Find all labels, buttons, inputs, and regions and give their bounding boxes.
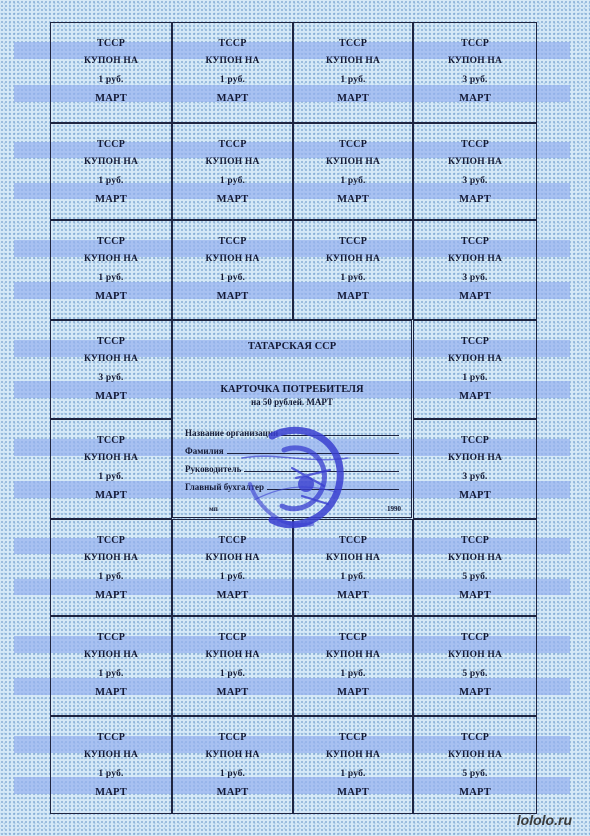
coupon-cell [50,123,172,220]
coupon-month: МАРТ [216,93,249,104]
coupon-republic: ТССР [218,535,247,546]
coupon-republic: ТССР [338,632,368,643]
coupon-label: КУПОН НА [447,453,503,463]
coupon-label: КУПОН НА [205,750,260,760]
field-rule [281,434,399,436]
coupon-value: 1 руб. [340,669,366,679]
coupon-month: МАРТ [459,787,491,798]
field-label: Руководитель [185,464,242,474]
coupon-cell [50,320,172,419]
coupon-republic: ТССР [460,336,490,347]
coupon-republic: ТССР [218,139,247,150]
coupon-month: МАРТ [95,687,127,698]
coupon-label: КУПОН НА [325,650,381,660]
coupon-cell [293,519,413,616]
coupon-label: КУПОН НА [325,157,381,167]
coupon-republic: ТССР [460,435,490,446]
coupon-republic: ТССР [338,139,368,150]
coupon-label: КУПОН НА [447,553,503,563]
coupon-value: 1 руб. [340,572,366,582]
coupon-cell [172,220,293,320]
coupon-value: 1 руб. [219,669,246,679]
coupon-republic: ТССР [96,632,126,643]
coupon-value: 1 руб. [219,572,246,582]
coupon-month: МАРТ [459,291,491,302]
coupon-cell [413,22,537,123]
coupon-cell [172,716,293,814]
coupon-republic: ТССР [218,38,247,49]
coupon-label: КУПОН НА [447,354,503,364]
coupon-label: КУПОН НА [83,453,139,463]
field-label: Название организации [185,428,279,438]
coupon-value: 1 руб. [98,669,124,679]
coupon-month: МАРТ [95,291,127,302]
coupon-value: 1 руб. [98,572,124,582]
coupon-republic: ТССР [96,236,126,247]
coupon-value: 1 руб. [340,769,366,779]
coupon-label: КУПОН НА [325,553,381,563]
coupon-value: 3 руб. [98,373,124,383]
coupon-cell [413,419,537,519]
coupon-month: МАРТ [459,391,491,402]
coupon-month: МАРТ [95,590,127,601]
coupon-republic: ТССР [338,535,368,546]
field-director [185,460,399,474]
card-date: 1990 [387,505,401,513]
coupon-republic: ТССР [338,732,368,743]
coupon-value: 1 руб. [340,273,366,283]
coupon-value: 5 руб. [462,572,488,582]
coupon-month: МАРТ [95,490,127,501]
coupon-month: МАРТ [459,590,491,601]
coupon-republic: ТССР [96,435,126,446]
coupon-month: МАРТ [216,291,249,302]
card-title: КАРТОЧКА ПОТРЕБИТЕЛЯ [220,384,364,395]
card-region-heading: ТАТАРСКАЯ ССР [247,341,337,352]
coupon-label: КУПОН НА [205,650,260,660]
coupon-month: МАРТ [95,787,127,798]
coupon-label: КУПОН НА [447,157,503,167]
coupon-republic: ТССР [218,632,247,643]
coupon-month: МАРТ [337,787,369,798]
coupon-republic: ТССР [460,535,490,546]
card-subtitle: на 50 рублей. МАРТ [250,397,334,407]
coupon-cell [50,419,172,519]
coupon-cell [293,716,413,814]
coupon-month: МАРТ [459,490,491,501]
coupon-label: КУПОН НА [83,157,139,167]
coupon-cell [50,519,172,616]
coupon-month: МАРТ [459,194,491,205]
coupon-month: МАРТ [337,687,369,698]
field-organization [185,424,399,438]
coupon-value: 1 руб. [462,373,488,383]
coupon-label: КУПОН НА [447,254,503,264]
coupon-republic: ТССР [218,236,247,247]
coupon-label: КУПОН НА [447,56,503,66]
coupon-label: КУПОН НА [205,157,260,167]
coupon-label: КУПОН НА [325,750,381,760]
coupon-republic: ТССР [460,732,490,743]
coupon-value: 1 руб. [98,472,124,482]
coupon-value: 1 руб. [98,769,124,779]
coupon-label: КУПОН НА [83,56,139,66]
coupon-month: МАРТ [459,687,491,698]
coupon-cell [50,220,172,320]
coupon-cell [293,123,413,220]
coupon-value: 1 руб. [219,176,246,186]
coupon-month: МАРТ [337,590,369,601]
coupon-republic: ТССР [460,139,490,150]
coupon-value: 1 руб. [219,75,246,85]
consumer-card-panel [172,320,412,518]
coupon-month: МАРТ [95,194,127,205]
coupon-republic: ТССР [96,139,126,150]
field-chief-accountant [185,478,399,492]
coupon-value: 1 руб. [98,176,124,186]
coupon-month: МАРТ [216,687,249,698]
coupon-cell [413,519,537,616]
coupon-month: МАРТ [95,391,127,402]
coupon-value: 1 руб. [98,75,124,85]
coupon-republic: ТССР [218,732,247,743]
field-label: Фамилия [185,446,224,456]
coupon-cell [293,616,413,716]
coupon-cell [413,123,537,220]
coupon-value: 1 руб. [219,769,246,779]
coupon-month: МАРТ [216,194,249,205]
coupon-value: 1 руб. [98,273,124,283]
coupon-label: КУПОН НА [83,254,139,264]
coupon-cell [293,220,413,320]
coupon-label: КУПОН НА [83,553,139,563]
coupon-month: МАРТ [337,194,369,205]
field-rule [227,452,399,454]
coupon-cell [413,220,537,320]
coupon-value: 3 руб. [462,176,488,186]
coupon-republic: ТССР [460,38,490,49]
coupon-republic: ТССР [96,38,126,49]
coupon-label: КУПОН НА [205,254,260,264]
coupon-month: МАРТ [216,787,249,798]
coupon-cell [172,123,293,220]
field-rule [267,488,399,490]
coupon-label: КУПОН НА [205,553,260,563]
coupon-cell [50,616,172,716]
coupon-value: 1 руб. [219,273,246,283]
coupon-value: 3 руб. [462,75,488,85]
coupon-month: МАРТ [95,93,127,104]
coupon-label: КУПОН НА [325,56,381,66]
coupon-month: МАРТ [216,590,249,601]
coupon-label: КУПОН НА [447,750,503,760]
coupon-label: КУПОН НА [447,650,503,660]
coupon-label: КУПОН НА [83,650,139,660]
coupon-value: 1 руб. [340,176,366,186]
coupon-republic: ТССР [460,236,490,247]
coupon-cell [293,22,413,123]
field-label: Главный бухгалтер [185,482,265,492]
coupon-republic: ТССР [96,336,126,347]
coupon-label: КУПОН НА [83,354,139,364]
coupon-republic: ТССР [338,38,368,49]
coupon-value: 3 руб. [462,273,488,283]
coupon-cell [50,716,172,814]
coupon-month: МАРТ [337,291,369,302]
coupon-label: КУПОН НА [205,56,260,66]
coupon-republic: ТССР [338,236,368,247]
coupon-cell [413,716,537,814]
field-surname [185,442,399,456]
coupon-label: КУПОН НА [83,750,139,760]
coupon-republic: ТССР [96,535,126,546]
coupon-month: МАРТ [337,93,369,104]
coupon-value: 1 руб. [340,75,366,85]
coupon-cell [172,616,293,716]
coupon-label: КУПОН НА [325,254,381,264]
coupon-cell [413,320,537,419]
coupon-cell [413,616,537,716]
coupon-cell [172,22,293,123]
field-rule [244,470,399,472]
coupon-cell [172,519,293,616]
coupon-value: 5 руб. [462,769,488,779]
seal-place-label: мп [209,505,218,513]
coupon-republic: ТССР [96,732,126,743]
coupon-cell [50,22,172,123]
coupon-month: МАРТ [459,93,491,104]
coupon-value: 3 руб. [462,472,488,482]
coupon-value: 5 руб. [462,669,488,679]
watermark-text: lololo.ru [516,812,572,828]
coupon-republic: ТССР [460,632,490,643]
